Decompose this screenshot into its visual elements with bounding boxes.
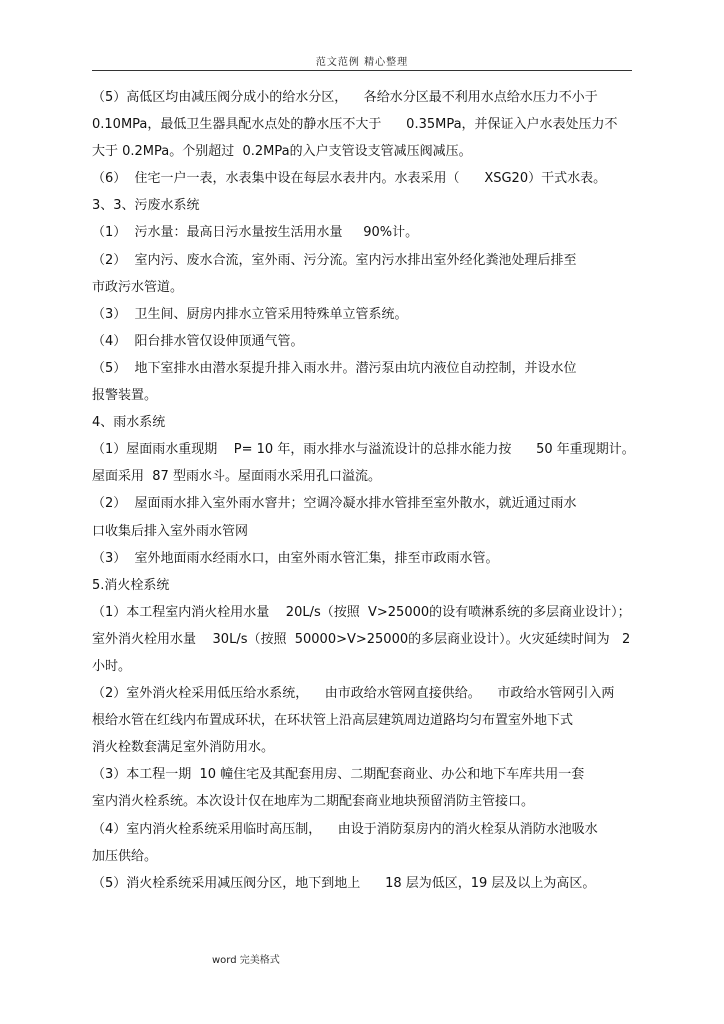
text-line: （4） 阳台排水管仅设伸顶通气管。: [92, 333, 304, 349]
text-line: 屋面采用 87 型雨水斗。屋面雨水采用孔口溢流。: [92, 469, 381, 485]
section-heading: 3、3、污废水系统: [92, 198, 200, 214]
text-line: （6） 住宅一户一表，水表集中设在每层水表井内。水表采用（ XSG20）干式水表。: [92, 171, 607, 187]
section-heading: 5.消火栓系统: [92, 577, 170, 593]
text-line: （1） 污水量：最高日污水量按生活用水量 90%计。: [92, 225, 419, 241]
text-line: （3） 卫生间、厨房内排水立管采用特殊单立管系统。: [92, 306, 408, 322]
text-line: 加压供给。: [92, 848, 158, 864]
text-line: （1）屋面雨水重现期 P= 10 年，雨水排水与溢流设计的总排水能力按 50 年重现期计。: [92, 442, 635, 458]
section-heading: 4、雨水系统: [92, 415, 166, 431]
text-line: （3）本工程一期 10 幢住宅及其配套用房、二期配套商业、办公和地下车库共用一套: [92, 767, 585, 783]
text-line: （3） 室外地面雨水经雨水口，由室外雨水管汇集，排至市政雨水管。: [92, 550, 499, 566]
text-line: 0.10MPa，最低卫生器具配水点处的静水压不大于 0.35MPa，并保证入户水表处压力不: [92, 117, 618, 133]
text-line: 口收集后排入室外雨水管网: [92, 523, 249, 539]
text-line: 大于 0.2MPa。个别超过 0.2MPa的入户支管设支管减压阀减压。: [92, 144, 472, 160]
text-line: （4）室内消火栓系统采用临时高压制， 由设于消防泵房内的消火栓泵从消防水池吸水: [92, 821, 598, 837]
text-line: （1）本工程室内消火栓用水量 20L/s（按照 V>25000的设有喷淋系统的多层商业设计）；: [92, 604, 631, 620]
text-line: （2）室外消火栓采用低压给水系统， 由市政给水管网直接供给。 市政给水管网引入两: [92, 686, 615, 702]
text-line: 市政污水管道。: [92, 279, 184, 295]
header-divider: [92, 70, 632, 71]
text-line: （2） 屋面雨水排入室外雨水窨井；空调冷凝水排水管排至室外散水，就近通过雨水: [92, 496, 577, 512]
text-line: 室外消火栓用水量 30L/s（按照 50000>V>25000的多层商业设计）。火灾延续时间为 2: [92, 631, 631, 647]
page-header: 范文范例 精心整理: [315, 57, 409, 68]
page-footer: word 完美格式: [212, 955, 280, 966]
text-line: （5） 地下室排水由潜水泵提升排入雨水井。潜污泵由坑内液位自动控制，并设水位: [92, 360, 577, 376]
text-line: 根给水管在红线内布置成环状，在环状管上沿高层建筑周边道路均匀布置室外地下式: [92, 713, 574, 729]
text-line: 消火栓数套满足室外消防用水。: [92, 740, 275, 756]
text-line: （5）消火栓系统采用减压阀分区，地下到地上 18 层为低区，19 层及以上为高区。: [92, 875, 596, 891]
text-line: 室内消火栓系统。本次设计仅在地库为二期配套商业地块预留消防主管接口。: [92, 794, 535, 810]
text-line: 报警装置。: [92, 388, 158, 404]
text-line: （2） 室内污、废水合流，室外雨、污分流。室内污水排出室外经化粪池处理后排至: [92, 252, 577, 268]
document-body: [92, 84, 637, 897]
text-line: 小时。: [92, 658, 132, 674]
text-line: （5）高低区均由减压阀分成小的给水分区， 各给水分区最不利用水点给水压力不小于: [92, 90, 598, 105]
